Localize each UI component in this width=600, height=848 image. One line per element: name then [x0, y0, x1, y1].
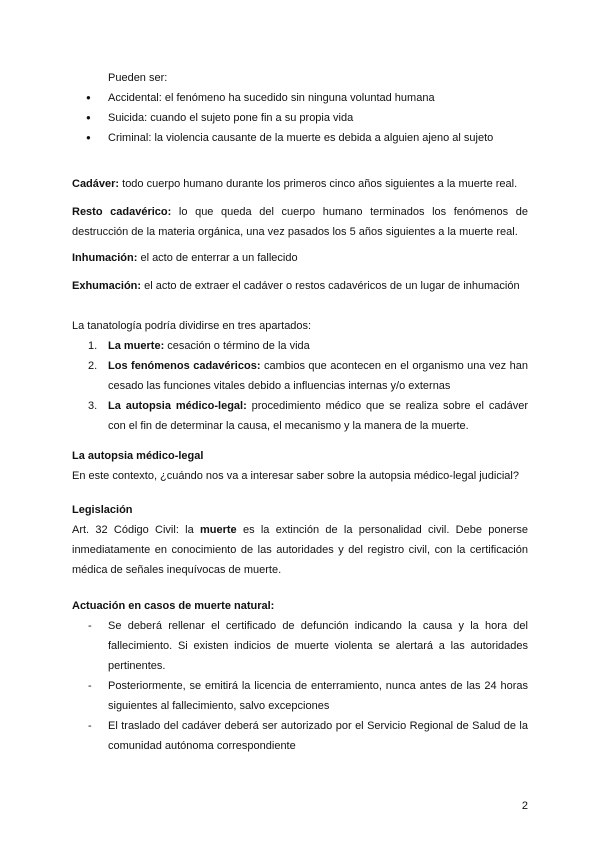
definition-inhumacion [72, 248, 528, 268]
legislacion-text-post: es la extinción de la personalidad civil. Debe ponerse inmediatamente en conocimiento de las autoridades y del registro civil, con la certificación médica de señales inequívocas de muerte. [72, 524, 529, 576]
list-item: - El traslado del cadáver deberá ser autorizado por el Servicio Regional de Salud de la comunidad autónoma correspondiente [72, 716, 528, 756]
definition-term: Inhumación: [72, 252, 138, 264]
legislacion-text-bold: muerte [200, 524, 237, 536]
item-term: La autopsia médico-legal: [108, 400, 247, 412]
intro-section [72, 68, 528, 148]
definition-text: todo cuerpo humano durante los primeros cinco años siguientes a la muerte real. [119, 178, 518, 190]
list-item: ● Criminal: la violencia causante de la muerte es debida a alguien ajeno al sujeto [72, 128, 528, 148]
list-item [72, 356, 528, 396]
list-item [72, 336, 528, 356]
definition-exhumacion [72, 276, 528, 296]
definition-resto-cadaverico [72, 202, 528, 242]
autopsia-heading: La autopsia médico-legal [72, 450, 204, 462]
item-text: cesación o término de la vida [164, 340, 310, 352]
actuacion-dash-list [72, 616, 528, 756]
tanatologia-lead: La tanatología podría dividirse en tres apartados: [72, 320, 312, 332]
item-text: cambios que acontecen en el organismo una vez han cesado las funciones vitales debido a influencias internas y/o externas [108, 360, 528, 392]
actuacion-heading: Actuación en casos de muerte natural: [72, 600, 275, 612]
legislacion-section [72, 500, 528, 580]
list-item: - Se deberá rellenar el certificado de defunción indicando la causa y la hora del fallecimiento. Si existen indicios de muerte violenta se alertará a las autoridades pertinentes. [72, 616, 528, 676]
item-text: procedimiento médico que se realiza sobre el cadáver con el fin de determinar la causa, el mecanismo y la manera de la muerte. [108, 400, 528, 432]
list-number: 1. [88, 340, 98, 352]
tanatologia-section [72, 316, 528, 436]
autopsia-section [72, 446, 528, 486]
legislacion-heading: Legislación [72, 504, 133, 516]
item-term: La muerte: [108, 340, 165, 352]
definition-term: Cadáver: [72, 178, 120, 190]
page-number: 2 [521, 800, 528, 812]
legislacion-text-pre: Art. 32 Código Civil: la [72, 524, 200, 536]
actuacion-section [72, 596, 528, 756]
list-number: 3. [88, 400, 98, 412]
item-term: Los fenómenos cadavéricos: [108, 360, 261, 372]
intro-lead: Pueden ser: [108, 72, 168, 84]
tanatologia-numbered-list [72, 336, 528, 436]
list-item: - Posteriormente, se emitirá la licencia de enterramiento, nunca antes de las 24 horas siguientes al fallecimiento, salvo excepciones [72, 676, 528, 716]
list-number: 2. [88, 360, 98, 372]
definition-term: Exhumación: [72, 280, 142, 292]
list-item: ● Suicida: cuando el sujeto pone fin a su propia vida [72, 108, 528, 128]
definition-text: el acto de extraer el cadáver o restos cadavéricos de un lugar de inhumación [141, 280, 520, 292]
definition-text: el acto de enterrar a un fallecido [137, 252, 298, 264]
intro-bullet-list [72, 88, 528, 148]
definition-cadaver [72, 174, 528, 194]
list-item [72, 396, 528, 436]
autopsia-text: En este contexto, ¿cuándo nos va a interesar saber sobre la autopsia médico-legal judicial? [72, 470, 519, 482]
legislacion-paragraph [72, 520, 528, 580]
definition-text: lo que queda del cuerpo humano terminados los fenómenos de destrucción de la materia orgánica, una vez pasados los 5 años siguientes a la muerte real. [72, 206, 529, 238]
definition-term: Resto cadavérico: [72, 206, 172, 218]
list-item: ● Accidental: el fenómeno ha sucedido sin ninguna voluntad humana [72, 88, 528, 108]
